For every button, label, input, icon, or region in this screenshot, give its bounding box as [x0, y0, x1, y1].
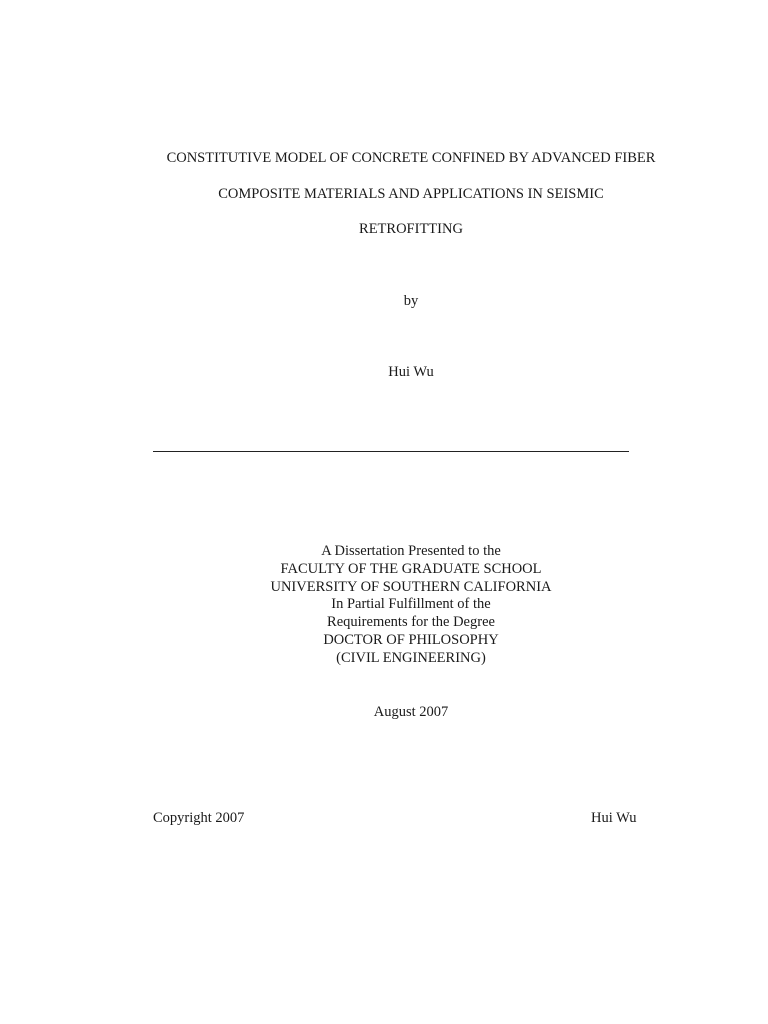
statement-line: In Partial Fulfillment of the: [331, 596, 491, 613]
copyright-author: Hui Wu: [591, 810, 637, 826]
author-name: Hui Wu: [388, 364, 434, 380]
copyright-notice: Copyright 2007: [153, 810, 245, 826]
statement-line: (CIVIL ENGINEERING): [336, 649, 486, 666]
submission-date: August 2007: [373, 704, 449, 720]
statement-line: DOCTOR OF PHILOSOPHY: [323, 631, 499, 648]
statement-line: A Dissertation Presented to the: [321, 543, 501, 559]
title-line-3: RETROFITTING: [359, 221, 463, 237]
by-label: by: [403, 293, 419, 309]
signature-rule: [153, 451, 629, 452]
statement-line: Requirements for the Degree: [327, 614, 495, 631]
dissertation-statement: [0, 543, 768, 668]
title-line-2: COMPOSITE MATERIALS AND APPLICATIONS IN SEISMIC: [218, 186, 604, 202]
statement-line: UNIVERSITY OF SOUTHERN CALIFORNIA: [270, 578, 552, 595]
title-line-1: CONSTITUTIVE MODEL OF CONCRETE CONFINED BY ADVANCED FIBER: [166, 150, 656, 166]
statement-line: FACULTY OF THE GRADUATE SCHOOL: [280, 560, 542, 577]
